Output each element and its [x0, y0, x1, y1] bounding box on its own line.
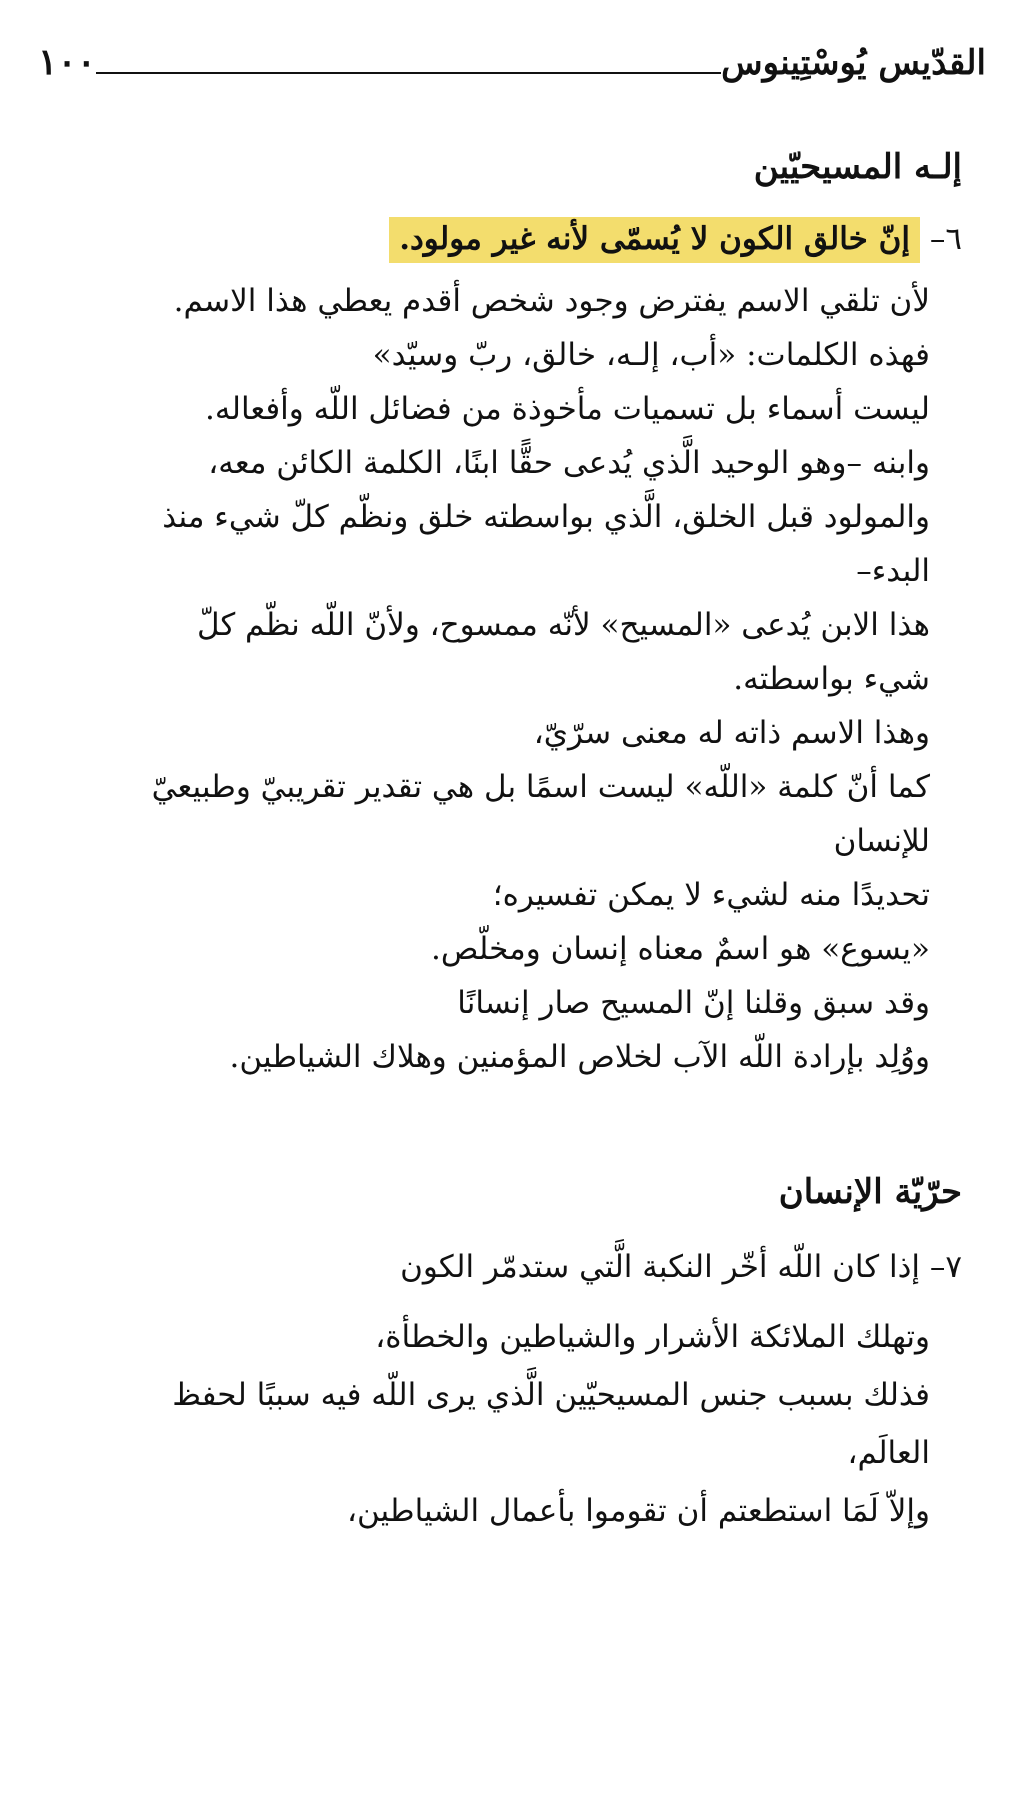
- item-number: ٦–: [929, 221, 962, 257]
- text-line: وقد سبق وقلنا إنّ المسيح صار إنسانًا: [457, 985, 930, 1021]
- text-line: لأن تلقي الاسم يفترض وجود شخص أقدم يعطي هذا الاسم.: [173, 283, 930, 319]
- first-sentence: إذا كان اللّه أخّر النكبة الَّتي ستدمّر الكون: [400, 1249, 920, 1285]
- text-line: ليست أسماء بل تسميات مأخوذة من فضائل اللّه وأفعاله.: [205, 391, 930, 427]
- text-line: وابنه –وهو الوحيد الَّذي يُدعى حقًّا ابنًا، الكلمة الكائن معه،: [208, 445, 930, 481]
- section-heading-human-freedom: حرّيّة الإنسان: [778, 1172, 962, 1212]
- running-head: [30, 30, 994, 83]
- numbered-line-7: [40, 1250, 962, 1286]
- item-number: ٧–: [929, 1249, 962, 1285]
- text-line: «يسوع» هو اسمٌ معناه إنسان ومخلّص.: [431, 931, 930, 967]
- text-line: العالَم،: [847, 1435, 930, 1471]
- text-line: فذلك بسبب جنس المسيحيّين الَّذي يرى اللّه فيه سببًا لحفظ: [172, 1377, 930, 1413]
- text-line: هذا الابن يُدعى «المسيح» لأنّه ممسوح، ولأنّ اللّه نظّم كلّ: [196, 607, 930, 643]
- numbered-line-6: [40, 222, 962, 258]
- header-rule: [96, 72, 721, 74]
- text-line: ووُلِد بإرادة اللّه الآب لخلاص المؤمنين وهلاك الشياطين.: [229, 1039, 930, 1075]
- text-line: كما أنّ كلمة «اللّه» ليست اسمًا بل هي تقدير تقريبيّ وطبيعيّ: [151, 769, 930, 805]
- text-line: فهذه الكلمات: «أب، إلـه، خالق، ربّ وسيّد»: [372, 337, 930, 373]
- text-line: للإنسان: [833, 823, 930, 859]
- text-line: تحديدًا منه لشيء لا يمكن تفسيره؛: [492, 877, 930, 913]
- text-line: والمولود قبل الخلق، الَّذي بواسطته خلق ونظّم كلّ شيء منذ: [162, 499, 930, 535]
- book-title: القدّيس يُوسْتِينوس: [721, 43, 986, 83]
- text-line: شيء بواسطته.: [733, 661, 930, 697]
- text-line: وهذا الاسم ذاته له معنى سرّيّ،: [533, 715, 930, 751]
- section-heading-god-of-christians: إلـه المسيحيّين: [753, 147, 962, 187]
- highlighted-sentence: إنّ خالق الكون لا يُسمّى لأنه غير مولود.: [389, 217, 920, 263]
- text-line: وتهلك الملائكة الأشرار والشياطين والخطأة،: [375, 1319, 930, 1355]
- page-number: ١٠٠: [38, 41, 97, 83]
- text-line: البدء–: [856, 553, 930, 589]
- text-line: وإلاّ لَمَا استطعتم أن تقوموا بأعمال الشياطين،: [346, 1493, 930, 1529]
